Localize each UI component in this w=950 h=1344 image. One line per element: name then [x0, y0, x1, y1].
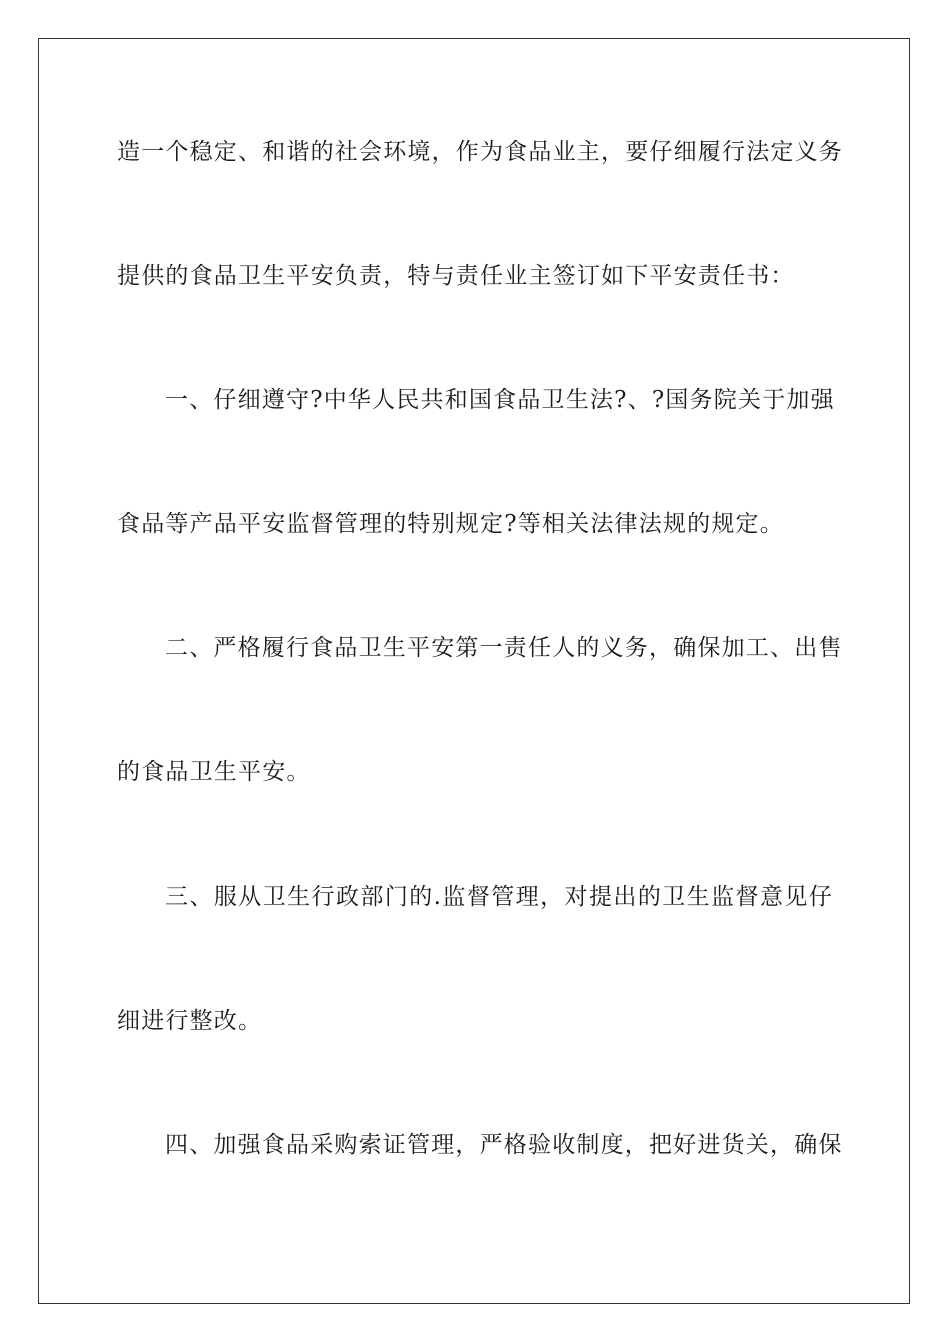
- clause-3-line-1: 三、服从卫生行政部门的.监督管理，对提出的卫生监督意见仔: [165, 884, 833, 910]
- clause-3-line-2: 细进行整改。: [117, 1008, 263, 1034]
- clause-2-line-2: 的食品卫生平安。: [117, 759, 311, 785]
- paragraph-line-1: 造一个稳定、和谐的社会环境，作为食品业主，要仔细履行法定义务: [117, 139, 843, 165]
- clause-2-line-1: 二、严格履行食品卫生平安第一责任人的义务，确保加工、出售: [165, 635, 843, 661]
- page-frame: [38, 38, 910, 1304]
- clause-1-line-2: 食品等产品平安监督管理的特别规定?等相关法律法规的规定。: [117, 511, 784, 537]
- paragraph-line-2: 提供的食品卫生平安负责，特与责任业主签订如下平安责任书：: [117, 263, 795, 289]
- clause-4-line-1: 四、加强食品采购索证管理，严格验收制度，把好进货关，确保: [165, 1132, 843, 1158]
- clause-1-line-1: 一、仔细遵守?中华人民共和国食品卫生法?、?国务院关于加强: [165, 387, 835, 413]
